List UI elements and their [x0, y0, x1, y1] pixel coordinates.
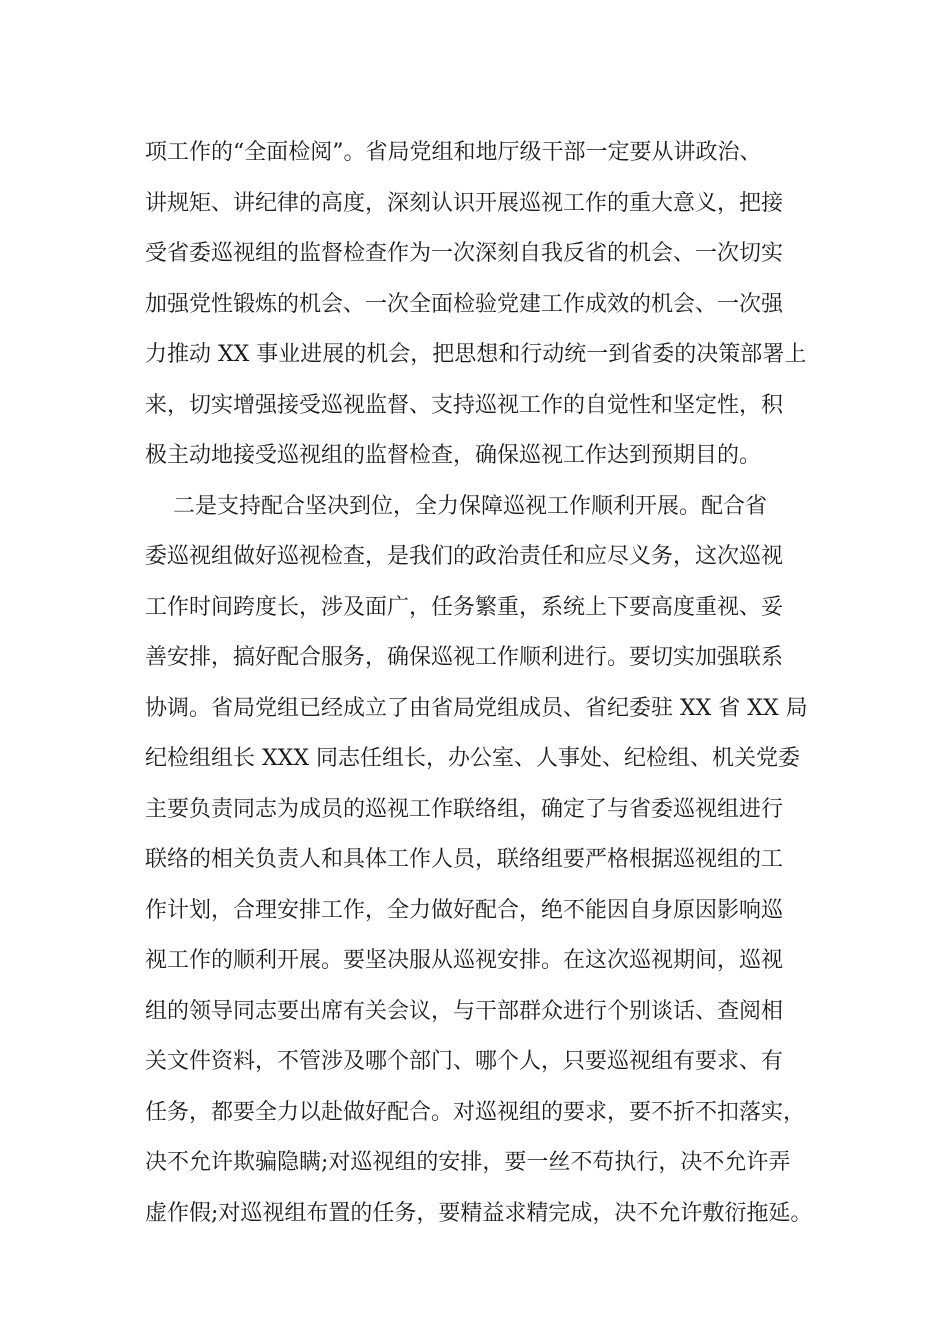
text-line: 极主动地接受巡视组的监督检查，确保巡视工作达到预期目的。	[145, 443, 762, 468]
text-line: 力推动 XX 事业进展的机会，把思想和行动统一到省委的决策部署上	[145, 342, 807, 367]
text-line: 视工作的顺利开展。要坚决服从巡视安排。在这次巡视期间，巡视	[145, 948, 784, 973]
text-line: 项工作的“全面检阅”。省局党组和地厅级干部一定要从讲政治、	[145, 140, 762, 165]
text-line: 任务，都要全力以赴做好配合。对巡视组的要求，要不折不扣落实，	[145, 1099, 806, 1125]
text-line: 来，切实增强接受巡视监督、支持巡视工作的自觉性和坚定性，积	[145, 392, 784, 418]
text-line: 主要负责同志为成员的巡视工作联络组，确定了与省委巡视组进行	[145, 796, 784, 822]
text-line: 讲规矩、讲纪律的高度，深刻认识开展巡视工作的重大意义，把接	[145, 190, 784, 216]
text-line: 决不允许欺骗隐瞒;对巡视组的安排，要一丝不苟执行，决不允许弄	[145, 1150, 791, 1175]
body-text	[145, 128, 835, 1239]
paragraph-start-line: 二是支持配合坚决到位，全力保障巡视工作顺利开展。配合省	[145, 493, 767, 519]
text-line: 工作时间跨度长，涉及面广，任务繁重，系统上下要高度重视、妥	[145, 594, 784, 620]
text-line: 作计划，合理安排工作，全力做好配合，绝不能因自身原因影响巡	[145, 897, 784, 923]
text-line: 纪检组组长 XXX 同志任组长，办公室、人事处、纪检组、机关党委	[145, 746, 800, 771]
text-line: 联络的相关负责人和具体工作人员，联络组要严格根据巡视组的工	[145, 847, 784, 872]
text-line: 委巡视组做好巡视检查，是我们的政治责任和应尽义务，这次巡视	[145, 544, 784, 569]
text-line: 协调。省局党组已经成立了由省局党组成员、省纪委驻 XX 省 XX 局	[145, 695, 808, 721]
text-line: 关文件资料，不管涉及哪个部门、哪个人，只要巡视组有要求、有	[145, 1049, 784, 1074]
text-line: 善安排，搞好配合服务，确保巡视工作顺利进行。要切实加强联系	[145, 645, 784, 670]
text-line: 虚作假;对巡视组布置的任务，要精益求精完成，决不允许敷衍拖延。	[145, 1200, 813, 1226]
text-line: 组的领导同志要出席有关会议，与干部群众进行个别谈话、查阅相	[145, 998, 784, 1024]
text-line: 受省委巡视组的监督检查作为一次深刻自我反省的机会、一次切实	[145, 241, 784, 266]
text-line: 加强党性锻炼的机会、一次全面检验党建工作成效的机会、一次强	[145, 291, 784, 317]
